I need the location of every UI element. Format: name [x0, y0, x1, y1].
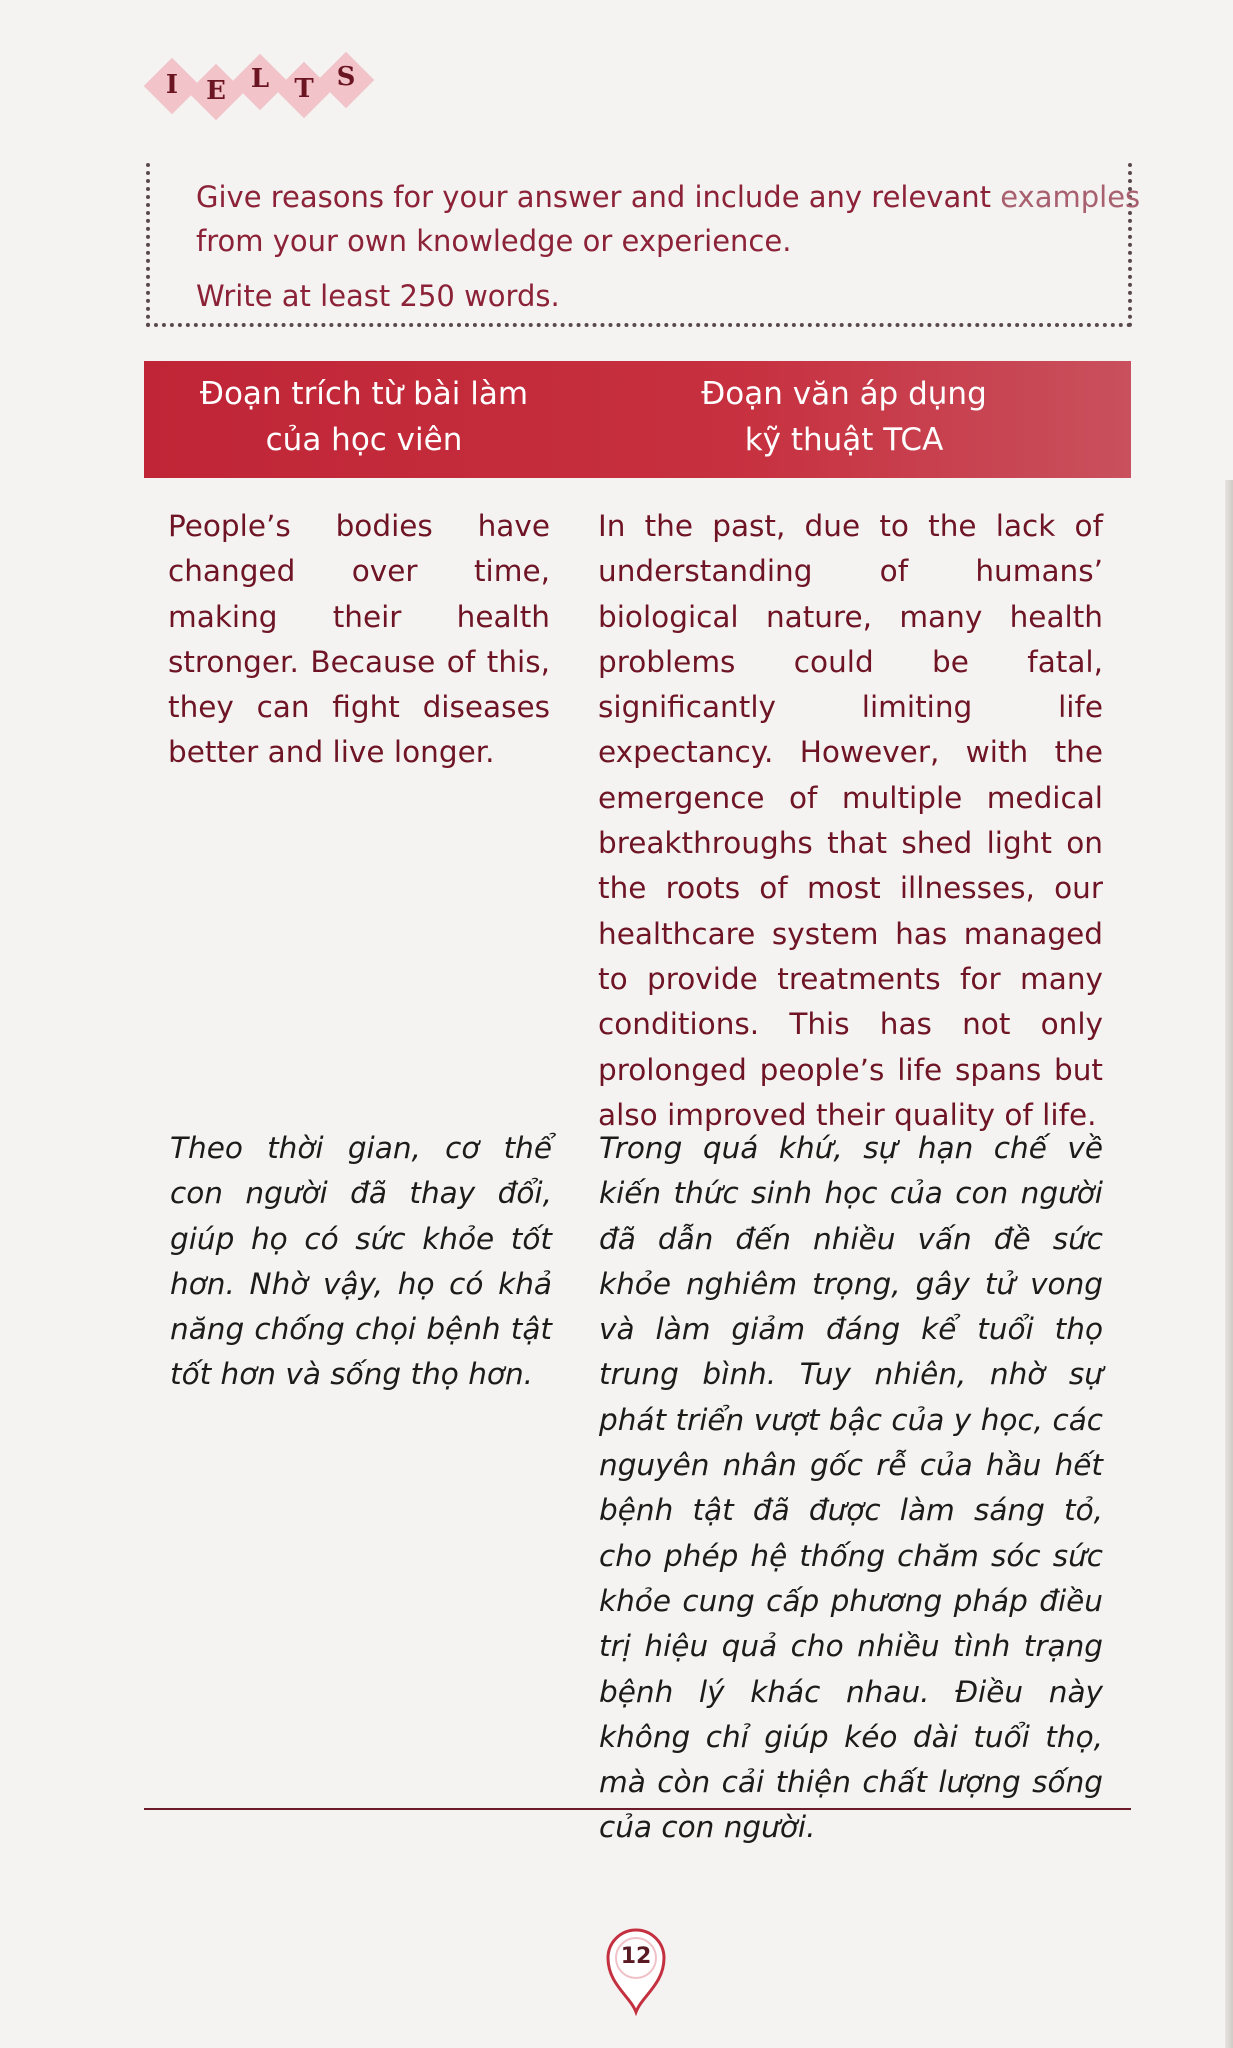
- tca-paragraph-vietnamese: Trong quá khứ, sự hạn chế về kiến thức sinh học của con người đã dẫn đến nhiều vấn đề sức khỏe nghiêm trọng, gây tử vong và làm giảm đáng kể tuổi thọ trung bình. Tuy nhiên, nhờ sự phát triển vượt bậc của y học, các nguyên nhân gốc rễ của hầu hết bệnh tật đã được làm sáng tỏ, cho phép hệ thống chăm sóc sức khỏe cung cấp phương pháp điều trị hiệu quả cho nhiều tình trạng bệnh lý khác nhau. Điều này không chỉ giúp kéo dài tuổi thọ, mà còn cải thiện chất lượng sống của con người.: [599, 1131, 1103, 1845]
- student-excerpt-vietnamese: Theo thời gian, cơ thể con người đã thay đổi, giúp họ có sức khỏe tốt hơn. Nhờ vậy, họ có khả năng chống chọi bệnh tật tốt hơn và sống thọ hơn.: [170, 1131, 552, 1392]
- logo-letter-l: L: [250, 64, 270, 94]
- bottom-divider: [144, 1808, 1131, 1810]
- table-header: [144, 361, 1131, 478]
- header-student-excerpt: [164, 371, 564, 463]
- ielts-logo: [148, 58, 388, 118]
- header-right-line-2: kỹ thuật TCA: [744, 422, 944, 458]
- map-pin-icon: [600, 1926, 672, 2016]
- page-number-marker: [600, 1926, 672, 2016]
- logo-letter-e: E: [206, 76, 226, 106]
- prompt-line-1-faded-word: examples: [1000, 180, 1141, 214]
- logo-letter-i: I: [165, 70, 179, 100]
- header-left-line-1: Đoạn trích từ bài làm: [199, 376, 529, 412]
- student-excerpt-english: People’s bodies have changed over time, making their health stronger. Because of this, they can fight diseases better and live longer.: [168, 509, 550, 770]
- logo-letter-t: T: [294, 74, 314, 104]
- logo-letter-s: S: [336, 62, 356, 92]
- page-edge-shadow: [1225, 480, 1233, 2048]
- prompt-line-3: Write at least 250 words.: [196, 279, 560, 313]
- header-left-line-2: của học viên: [265, 422, 463, 458]
- header-tca-paragraph: [634, 371, 1054, 463]
- header-right-line-1: Đoạn văn áp dụng: [701, 376, 987, 412]
- tca-paragraph-english: In the past, due to the lack of understanding of humans’ biological nature, many health problems could be fatal, significantly limiting life expectancy. However, with the emergence of multiple medical breakthroughs that shed light on the roots of most illnesses, our healthcare system has managed to provide treatments for many conditions. This has not only prolonged people’s life spans but also improved their quality of life.: [598, 509, 1103, 1132]
- page-number: 12: [620, 1944, 652, 1969]
- prompt-line-2: from your own knowledge or experience.: [196, 224, 792, 258]
- prompt-line-1-text: Give reasons for your answer and include any relevant: [196, 180, 991, 214]
- prompt-line-1: [196, 180, 1140, 214]
